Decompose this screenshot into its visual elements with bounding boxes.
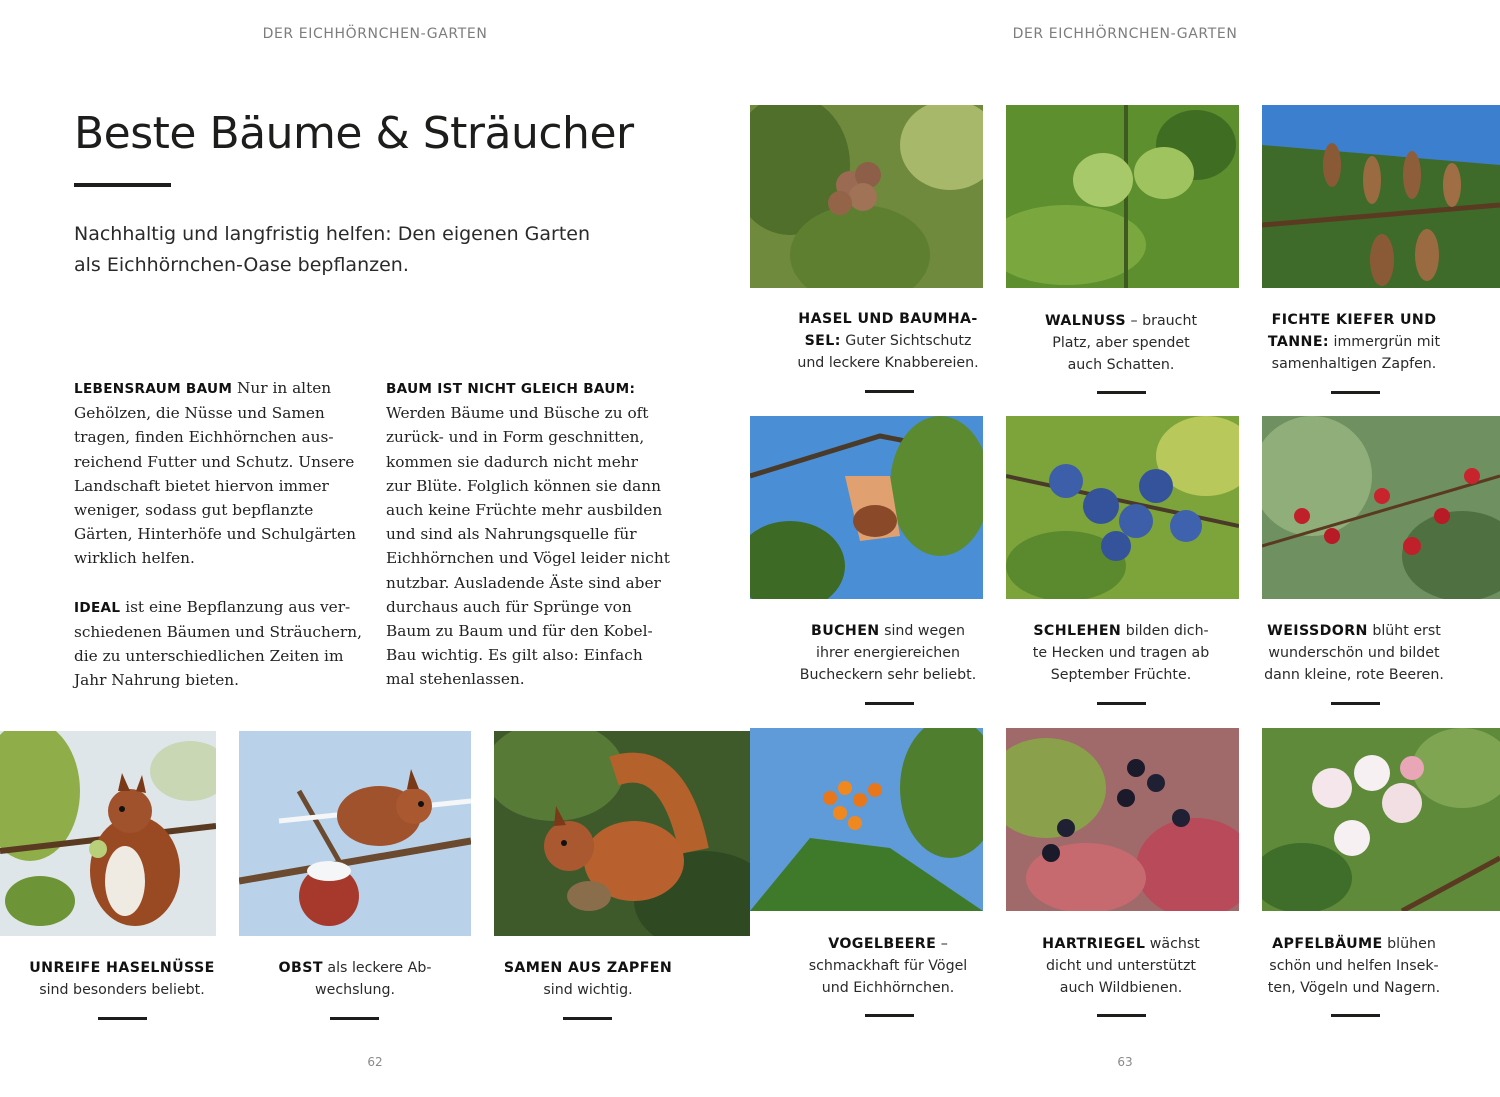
photo-squirrel-cone xyxy=(494,731,750,936)
caption-text: blüht erst xyxy=(1367,623,1441,639)
running-head-right: DER EICHHÖRNCHEN-GARTEN xyxy=(1012,26,1238,42)
text-line: zurück- und in Form geschnitten, xyxy=(386,428,645,447)
caption-hasel xyxy=(780,308,996,374)
text-line: Baum zu Baum und für den Kobel- xyxy=(386,622,653,641)
text-line: Werden Bäume und Büsche zu oft xyxy=(386,404,649,423)
caption-line: schön und helfen Insek- xyxy=(1269,958,1439,974)
caption-line: Bucheckern sehr beliebt. xyxy=(799,667,977,683)
photo-apfelbaum xyxy=(1262,728,1500,911)
caption-text: bilden dich- xyxy=(1121,623,1209,639)
text-line: tragen, finden Eichhörnchen aus- xyxy=(74,428,334,447)
caption-text: als leckere Ab- xyxy=(322,960,432,976)
caption-schlehen xyxy=(1013,620,1229,686)
paragraph-lead: BAUM IST NICHT GLEICH BAUM: xyxy=(386,381,636,397)
caption-text: sind wegen xyxy=(879,623,965,639)
caption-fichte xyxy=(1246,309,1462,375)
caption-keyword: UNREIFE HASELNÜSSE xyxy=(29,960,215,976)
caption-keyword: SEL: xyxy=(804,333,841,349)
text-line: weniger, sodass gut bepflanzte xyxy=(74,501,314,520)
body-column-right xyxy=(386,376,682,692)
caption-text: blühen xyxy=(1382,936,1436,952)
caption-buchen xyxy=(780,620,996,686)
photo-fichte xyxy=(1262,105,1500,288)
caption-text: – braucht xyxy=(1126,313,1198,329)
caption-obst xyxy=(245,957,465,1001)
caption-keyword: VOGELBEERE xyxy=(828,936,937,952)
caption-rule xyxy=(1331,702,1380,705)
text-line: ist eine Bepflanzung aus ver- xyxy=(125,597,351,616)
caption-line: ten, Vögeln und Nagern. xyxy=(1267,980,1441,996)
text-line: Nur in alten xyxy=(237,379,332,397)
title-rule xyxy=(74,183,171,187)
photo-vogelbeere xyxy=(750,728,983,911)
running-head-left: DER EICHHÖRNCHEN-GARTEN xyxy=(262,26,488,42)
caption-rule xyxy=(865,702,914,705)
caption-keyword: BUCHEN xyxy=(810,623,880,639)
caption-line: ihrer energiereichen xyxy=(816,645,960,661)
text-line: wirklich helfen. xyxy=(74,549,195,568)
page-number-right: 63 xyxy=(1117,1055,1133,1069)
caption-rule xyxy=(563,1017,612,1020)
text-line: mal stehenlassen. xyxy=(386,670,525,689)
caption-vogelbeere xyxy=(780,933,996,999)
caption-keyword: TANNE: xyxy=(1267,334,1329,350)
caption-line: und leckere Knabbereien. xyxy=(797,355,979,371)
caption-line: wunderschön und bildet xyxy=(1268,645,1440,661)
caption-rule xyxy=(98,1017,147,1020)
caption-line: auch Schatten. xyxy=(1067,357,1175,373)
photo-buchen xyxy=(750,416,983,599)
caption-line: wechslung. xyxy=(315,982,395,998)
photo-squirrel-hazelnut xyxy=(0,731,216,936)
caption-rule xyxy=(1097,391,1146,394)
caption-line: te Hecken und tragen ab xyxy=(1032,645,1210,661)
text-line: auch keine Früchte mehr ausbilden xyxy=(386,501,663,520)
caption-weissdorn xyxy=(1246,620,1462,686)
paragraph-ideal xyxy=(74,595,370,693)
caption-line: auch Wildbienen. xyxy=(1059,980,1183,996)
photo-schlehen xyxy=(1006,416,1239,599)
text-line: durchaus auch für Sprünge von xyxy=(386,597,632,616)
text-line: und sind als Nahrungsquelle für xyxy=(386,525,637,544)
caption-rule xyxy=(1331,391,1380,394)
caption-walnuss xyxy=(1013,310,1229,376)
caption-line: dicht und unterstützt xyxy=(1046,958,1196,974)
caption-keyword: APFELBÄUME xyxy=(1272,936,1383,952)
caption-keyword: WALNUSS xyxy=(1044,313,1127,329)
caption-apfelbaum xyxy=(1246,933,1462,999)
caption-text: Guter Sichtschutz xyxy=(840,333,972,349)
text-line: Gärten, Hinterhöfe und Schulgärten xyxy=(74,525,356,544)
photo-hasel xyxy=(750,105,983,288)
text-line: Bau wichtig. Es gilt also: Einfach xyxy=(386,646,643,665)
caption-rule xyxy=(330,1017,379,1020)
caption-rule xyxy=(865,1014,914,1017)
caption-rule xyxy=(1097,702,1146,705)
paragraph-lead: LEBENSRAUM BAUM xyxy=(74,381,233,397)
caption-keyword: FICHTE KIEFER UND xyxy=(1271,312,1437,328)
caption-line: und Eichhörnchen. xyxy=(821,980,955,996)
photo-squirrel-apple xyxy=(239,731,471,936)
text-line: Jahr Nahrung bieten. xyxy=(74,671,239,690)
caption-line: sind besonders beliebt. xyxy=(39,982,205,998)
caption-line: September Früchte. xyxy=(1050,667,1192,683)
caption-hartriegel xyxy=(1013,933,1229,999)
caption-keyword: HASEL UND BAUMHA- xyxy=(798,311,978,327)
caption-line: sind wichtig. xyxy=(543,982,633,998)
caption-line: schmackhaft für Vögel xyxy=(808,958,968,974)
subtitle-line: als Eichhörnchen-Oase bepflanzen. xyxy=(74,254,409,276)
text-line: kommen sie dadurch nicht mehr xyxy=(386,452,638,471)
text-line: nutzbar. Ausladende Äste sind aber xyxy=(386,573,661,592)
caption-text: wächst xyxy=(1145,936,1200,952)
page-number-left: 62 xyxy=(367,1055,383,1069)
paragraph-lead: IDEAL xyxy=(74,599,121,616)
caption-line: Platz, aber spendet xyxy=(1052,335,1190,351)
text-line: Landschaft bietet hiervon immer xyxy=(74,476,329,495)
text-line: schiedenen Bäumen und Sträuchern, xyxy=(74,622,362,641)
text-line: Eichhörnchen und Vögel leider nicht xyxy=(386,549,670,568)
photo-hartriegel xyxy=(1006,728,1239,911)
text-line: die zu unterschiedlichen Zeiten im xyxy=(74,647,344,666)
caption-text: – xyxy=(936,936,948,952)
paragraph-baum xyxy=(386,376,682,692)
caption-line: dann kleine, rote Beeren. xyxy=(1264,667,1444,683)
caption-haselnuesse xyxy=(12,957,232,1001)
subtitle xyxy=(74,219,614,281)
caption-rule xyxy=(865,390,914,393)
caption-text: immergrün mit xyxy=(1329,334,1441,350)
text-line: Gehölzen, die Nüsse und Samen xyxy=(74,404,325,423)
caption-keyword: SAMEN AUS ZAPFEN xyxy=(503,960,673,976)
caption-keyword: WEISSDORN xyxy=(1267,623,1368,639)
paragraph-lebensraum xyxy=(74,376,370,571)
caption-keyword: SCHLEHEN xyxy=(1033,623,1122,639)
subtitle-line: Nachhaltig und langfristig helfen: Den eigenen Garten xyxy=(74,223,591,245)
caption-rule xyxy=(1097,1014,1146,1017)
page-title: Beste Bäume & Sträucher xyxy=(74,108,634,159)
caption-zapfen xyxy=(478,957,698,1001)
text-line: reichend Futter und Schutz. Unsere xyxy=(74,452,355,471)
caption-rule xyxy=(1331,1014,1380,1017)
caption-keyword: OBST xyxy=(278,960,323,976)
text-line: zur Blüte. Folglich können sie dann xyxy=(386,476,661,495)
body-column-left xyxy=(74,376,370,692)
caption-keyword: HARTRIEGEL xyxy=(1042,936,1146,952)
photo-weissdorn xyxy=(1262,416,1500,599)
caption-line: samenhaltigen Zapfen. xyxy=(1271,356,1437,372)
photo-walnuss xyxy=(1006,105,1239,288)
